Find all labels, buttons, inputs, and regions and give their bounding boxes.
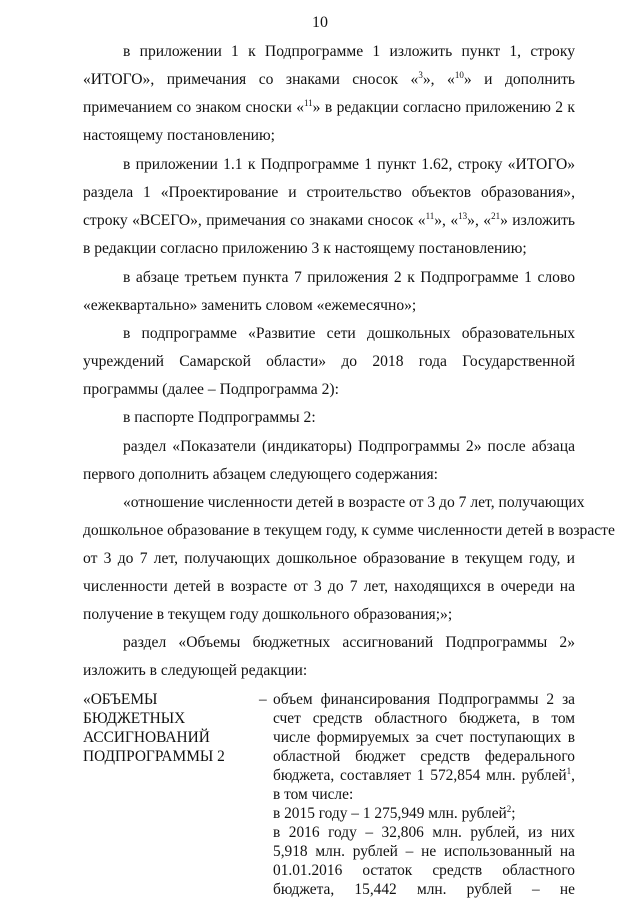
footnote-mark: 10 [454,69,464,80]
paragraph-3-line-1: в абзаце третьем пункта 7 приложения 2 к Подпрограмме 1 слово [123,269,575,286]
footnote-mark: 11 [304,97,313,108]
paragraph-4-line-2: учреждений Самарской области» до 2018 года Государственной [83,353,575,370]
passport-label-line: ПОДПРОГРАММЫ 2 [83,748,225,765]
footnote-mark: 2 [506,803,512,814]
passport-value-line-10: 01.01.2016 остаток средств областного [273,862,575,879]
paragraph-6-line-2: первого дополнить абзацем следующего содержания: [83,466,438,483]
paragraph-2-line-1: в приложении 1.1 к Подпрограмме 1 пункт 1.62, строку «ИТОГО» [123,156,575,173]
paragraph-4-line-3: программы (далее – Подпрограмма 2): [83,381,339,398]
passport-label-line: «ОБЪЕМЫ [83,691,158,708]
passport-value-line-6: в том числе: [273,786,354,803]
paragraph-1-line-1: в приложении 1 к Подпрограмме 1 изложить пункт 1, строку [123,43,575,60]
passport-value-line-8: в 2016 году – 32,806 млн. рублей, из них [273,824,575,841]
passport-value-line-3: числе формируемых за счет поступающих в [273,729,575,746]
paragraph-1-line-2: «ИТОГО», примечания со знаками сносок «$^3$», «$^{10}$» и дополнить [83,69,576,88]
paragraph-7-line-5: получение в текущем году дошкольного образования;»; [83,606,453,623]
paragraph-2-line-3: строку «ВСЕГО», примечания со знаками сносок «$^{11}$», «$^{13}$», «$^{21}$» изложить [83,210,576,229]
paragraph-8-line-2: изложить в следующей редакции: [83,662,308,679]
footnote-mark: 1 [566,765,572,776]
passport-value-line-9: 5,918 млн. рублей – не использованный на [273,843,575,860]
footnote-mark: 21 [491,210,501,221]
page-number: 10 [312,14,328,31]
passport-section-label [83,690,253,766]
footnote-mark: 3 [418,69,423,80]
paragraph-1-line-3: примечанием со знаком сноски «$^{11}$» в редакции согласно приложению 2 к [83,97,575,116]
footnote-mark: 13 [458,210,468,221]
passport-dash: – [259,691,267,708]
passport-value-line-2: счет средств областного бюджета, в том [273,710,575,727]
paragraph-8-line-1: раздел «Объемы бюджетных ассигнований Подпрограммы 2» [123,634,575,651]
passport-label-line: БЮДЖЕТНЫХ [83,710,186,727]
passport-value-line-5: бюджета, составляет 1 572,854 млн. рублей$^1$, [273,765,575,784]
passport-value-line-11: бюджета, 15,442 млн. рублей – не [273,881,575,898]
paragraph-4-line-1: в подпрограмме «Развитие сети дошкольных образовательных [123,325,575,342]
paragraph-6-line-1: раздел «Показатели (индикаторы) Подпрограммы 2» после абзаца [123,438,575,455]
footnote-mark: 11 [425,210,435,221]
paragraph-7-line-1: «отношение численности детей в возрасте от 3 до 7 лет, получающих [123,494,585,511]
paragraph-7-line-4: численности детей в возрасте от 3 до 7 лет, находящихся в очереди на [83,578,575,595]
passport-value-line-1: объем финансирования Подпрограммы 2 за [273,691,575,708]
passport-value-line-4: областной бюджет средств федерального [273,748,575,765]
paragraph-7-line-3: от 3 до 7 лет, получающих дошкольное образование в текущем году, и [83,550,575,567]
paragraph-2-line-2: раздела 1 «Проектирование и строительство объектов образования», [83,184,575,201]
paragraph-1-line-4: настоящему постановлению; [83,127,276,144]
passport-label-line: АССИГНОВАНИЙ [83,729,210,746]
paragraph-2-line-4: в редакции согласно приложению 3 к настоящему постановлению; [83,240,527,257]
passport-value-line-7: в 2015 году – 1 275,949 млн. рублей$^2$; [273,803,516,822]
paragraph-3-line-2: «ежеквартально» заменить словом «ежемесячно»; [83,297,417,314]
paragraph-5-line-1: в паспорте Подпрограммы 2: [123,409,316,426]
paragraph-7-line-2: дошкольное образование в текущем году, к сумме численности детей в возрасте [83,522,615,539]
